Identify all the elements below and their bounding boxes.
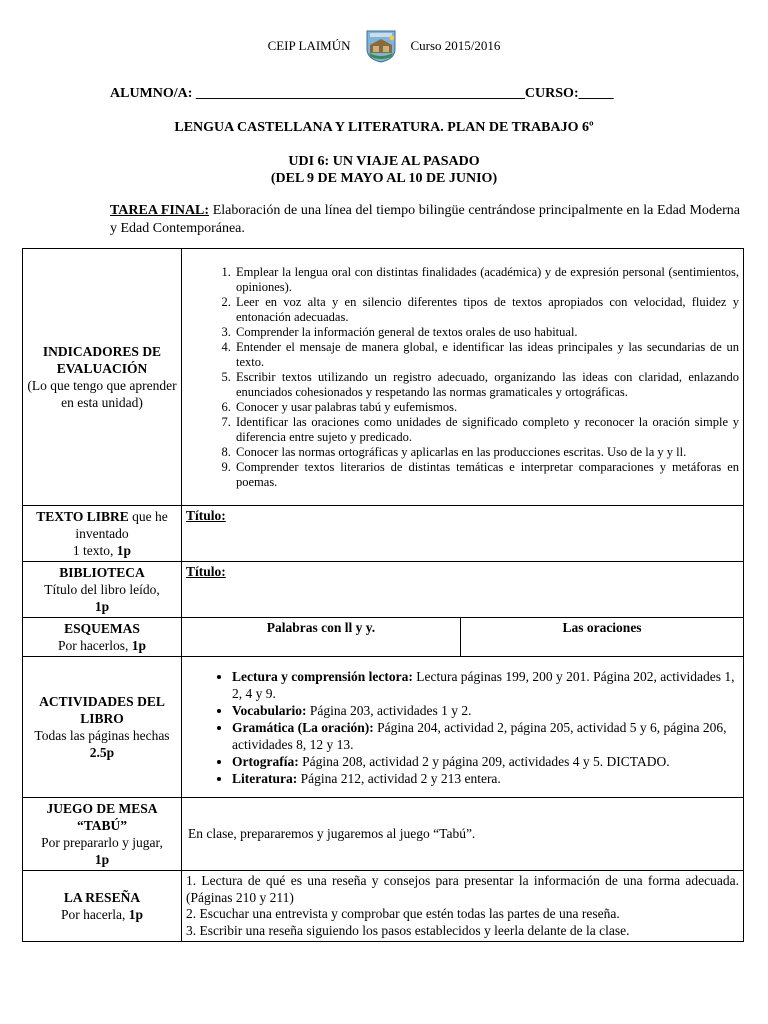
- row-actividades: [23, 657, 744, 798]
- biblioteca-field[interactable]: [182, 562, 744, 618]
- tarea-final: [110, 202, 740, 238]
- texto-libre-count: 1 texto,: [72, 543, 117, 558]
- indicador-item: 5. Escribir textos utilizando un registro adecuado, organizando las ideas con claridad, enlazando enunciados cohesionados y respetando las normas gramaticales y ortográficas.: [234, 370, 739, 400]
- esquemas-points: 1p: [131, 638, 147, 653]
- esquema-ll-y[interactable]: [182, 618, 461, 657]
- biblioteca-points: 1p: [94, 599, 110, 614]
- actividad-label: Ortografía:: [232, 753, 299, 769]
- actividad-label: Gramática (La oración):: [232, 719, 374, 735]
- tarea-text: Elaboración de una línea del tiempo bilingüe centrándose principalmente en la Edad Moderna y Edad Contemporánea.: [110, 203, 740, 236]
- resena-header: [23, 871, 182, 942]
- resena-points: 1p: [128, 907, 144, 922]
- actividad-text: Lectura páginas 199, 200 y 201. Página 202, actividades 1, 2, 4 y 9.: [232, 668, 735, 701]
- work-plan-table: [22, 248, 744, 942]
- texto-libre-field[interactable]: [182, 506, 744, 562]
- biblioteca-header: [23, 562, 182, 618]
- actividades-points: 2.5p: [89, 745, 115, 760]
- actividades-list: [186, 668, 739, 787]
- juego-text: En clase, prepararemos y jugaremos al juego “Tabú”.: [188, 826, 476, 841]
- texto-libre-title: TEXTO LIBRE: [36, 509, 129, 524]
- juego-text-cell: [182, 798, 744, 871]
- biblioteca-titulo-label: Título:: [186, 564, 226, 579]
- actividad-item: [232, 719, 739, 753]
- actividad-label: Lectura y comprensión lectora:: [232, 668, 413, 684]
- school-name: CEIP LAIMÚN: [267, 38, 351, 53]
- indicador-item: 2. Leer en voz alta y en silencio diferentes tipos de textos apropiados con velocidad, fluidez y entonación adecuadas.: [234, 295, 739, 325]
- actividad-item: [232, 668, 739, 702]
- texto-libre-titulo-label: Título:: [186, 508, 226, 523]
- resena-desc: Por hacerla,: [60, 907, 129, 922]
- esquema-ll-y-label: Palabras con ll y y.: [266, 620, 376, 635]
- tarea-label: TAREA FINAL:: [110, 203, 210, 218]
- row-indicadores: [23, 249, 744, 506]
- esquema-oraciones-label: Las oraciones: [562, 620, 642, 635]
- plan-title: LENGUA CASTELLANA Y LITERATURA. PLAN DE TRABAJO 6º: [174, 120, 594, 135]
- resena-steps-cell: [182, 871, 744, 942]
- texto-libre-rest: que he inventado: [75, 509, 168, 541]
- indicador-item: 1. Emplear la lengua oral con distintas finalidades (académica) y de expresión personal (sentimientos, opiniones).: [234, 265, 739, 295]
- actividad-label: Literatura:: [232, 770, 298, 786]
- juego-title: JUEGO DE MESA “TABÚ”: [46, 801, 158, 833]
- school-logo: [361, 29, 401, 63]
- biblioteca-desc: Título del libro leído,: [44, 582, 160, 597]
- row-esquemas: [23, 618, 744, 657]
- udi-dates: (DEL 9 DE MAYO AL 10 DE JUNIO): [270, 171, 498, 186]
- juego-points: 1p: [94, 852, 110, 867]
- actividad-item: [232, 702, 739, 719]
- actividades-title: ACTIVIDADES DEL LIBRO: [39, 694, 165, 726]
- esquemas-title: ESQUEMAS: [64, 621, 140, 636]
- page-header: [0, 26, 768, 66]
- actividades-desc: Todas las páginas hechas: [34, 728, 170, 743]
- actividades-list-cell: [182, 657, 744, 798]
- esquema-oraciones[interactable]: [461, 618, 744, 657]
- juego-desc: Por prepararlo y jugar,: [41, 835, 163, 850]
- indicador-item: 3. Comprender la información general de textos orales de uso habitual.: [234, 325, 739, 340]
- indicadores-title: INDICADORES DE EVALUACIÓN: [42, 344, 162, 376]
- row-juego: [23, 798, 744, 871]
- esquemas-header: [23, 618, 182, 657]
- indicador-item: 4. Entender el mensaje de manera global, e identificar las ideas principales y las secundarias de un texto.: [234, 340, 739, 370]
- actividades-header: [23, 657, 182, 798]
- row-resena: [23, 871, 744, 942]
- indicadores-list: [186, 265, 739, 490]
- resena-step: 1. Lectura de qué es una reseña y consejos para presentar la información de una forma adecuada. (Páginas 210 y 211): [186, 873, 739, 905]
- indicadores-subtitle: (Lo que tengo que aprender en esta unidad): [27, 378, 177, 410]
- juego-header: [23, 798, 182, 871]
- actividad-label: Vocabulario:: [232, 702, 307, 718]
- actividad-text: Página 203, actividades 1 y 2.: [306, 702, 472, 718]
- biblioteca-title: BIBLIOTECA: [59, 565, 145, 580]
- student-line: ALUMNO/A: _______________________________________________CURSO:_____: [110, 86, 614, 101]
- indicadores-list-cell: [182, 249, 744, 506]
- actividad-item: [232, 770, 739, 787]
- actividad-text: Página 204, actividad 2, página 205, actividad 5 y 6, página 206, actividades 8, 12 y 13.: [232, 719, 727, 752]
- indicador-item: 8. Conocer las normas ortográficas y aplicarlas en las producciones escritas. Uso de la y y ll.: [234, 445, 739, 460]
- actividad-item: [232, 753, 739, 770]
- indicador-item: 6. Conocer y usar palabras tabú y eufemismos.: [234, 400, 739, 415]
- actividad-text: Página 208, actividad 2 y página 209, actividades 4 y 5. DICTADO.: [298, 753, 670, 769]
- course-year: Curso 2015/2016: [410, 38, 501, 53]
- resena-step: 3. Escribir una reseña siguiendo los pasos establecidos y leerla delante de la clase.: [186, 922, 630, 938]
- texto-libre-points: 1p: [116, 543, 132, 558]
- indicadores-header: [23, 249, 182, 506]
- resena-title: LA RESEÑA: [63, 890, 141, 905]
- udi-title: UDI 6: UN VIAJE AL PASADO: [288, 154, 480, 169]
- row-biblioteca: [23, 562, 744, 618]
- esquemas-desc: Por hacerlos,: [57, 638, 132, 653]
- indicador-item: 7. Identificar las oraciones como unidades de significado completo y reconocer la oración simple y diferencia entre sujeto y predicado.: [234, 415, 739, 445]
- actividad-text: Página 212, actividad 2 y 213 entera.: [297, 770, 501, 786]
- texto-libre-header: [23, 506, 182, 562]
- resena-step: 2. Escuchar una entrevista y comprobar que estén todas las partes de una reseña.: [186, 906, 620, 921]
- row-texto-libre: [23, 506, 744, 562]
- indicador-item: 9. Comprender textos literarios de distintas temáticas e interpretar comparaciones y metáforas en poemas.: [234, 460, 739, 490]
